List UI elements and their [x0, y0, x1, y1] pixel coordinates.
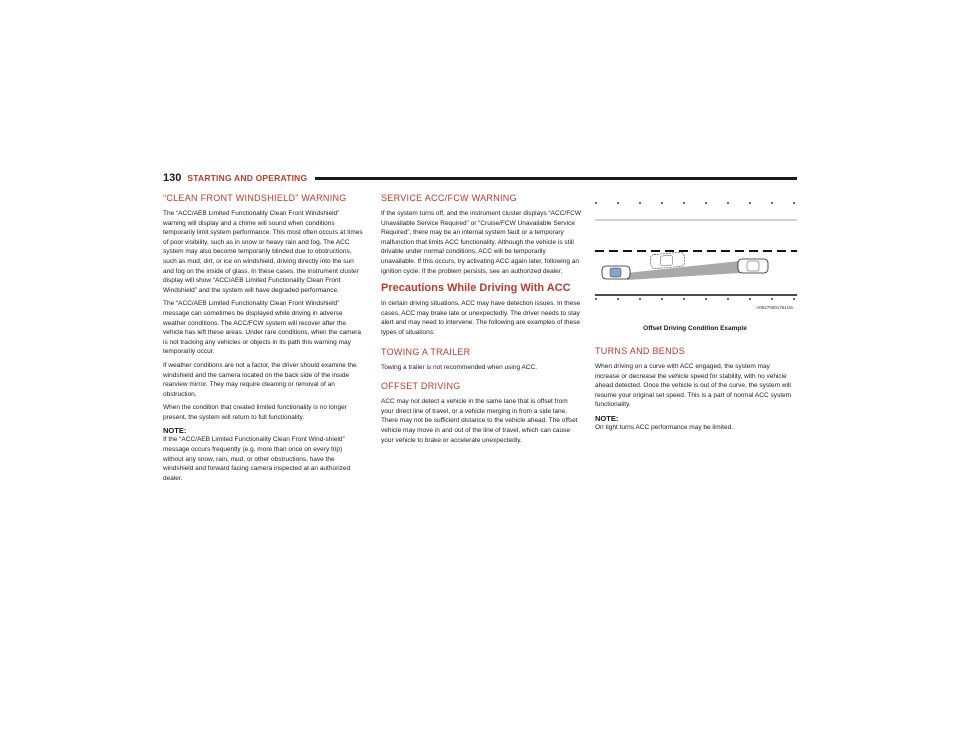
paragraph: ACC may not detect a vehicle in the same lane that is offset from your direct line of travel, or a vehicle merging in from a side lane. There may not be sufficient distance to the vehicle ahead. The offset vehicle may move in and out of the line of travel, which can cause your vehicle to brake or accelerate unexpectedly.	[381, 398, 578, 444]
paragraph: If weather conditions are not a factor, the driver should examine the windshield and the camera located on the back side of the inside rearview mirror. They may require cleaning or removal of an obstruction.	[163, 361, 357, 398]
paragraph: The “ACC/AEB Limited Functionality Clean Front Windshield” warning will display and a chime will sound when conditions temporarily limit system performance. This most often occurs at times of poor visibility, such as in snow or heavy rain and fog. The ACC system may also become temporarily blinded due to obstructions, such as mud, dirt, or ice on windshield, driving directly into the sun and fog on the inside of glass. In these cases, the instrument cluster display will show “ACC/AEB Limited Functionality Clean Front Windshield” and the system will have degraded performance.	[163, 210, 363, 294]
column-right	[595, 193, 795, 437]
merging-vehicle	[650, 252, 685, 269]
offset-vehicle	[738, 259, 768, 273]
figure-caption: Offset Driving Condition Example	[643, 325, 747, 332]
towing-heading: TOWING A TRAILER	[381, 346, 471, 357]
paragraph: When driving on a curve with ACC engaged, the system may increase or decrease the vehicle speed for stability, with no vehicle ahead detected. Once the vehicle is out of the curve, the system will resume your original set speed. This is a part of normal ACC system functionality.	[595, 363, 792, 409]
paragraph: If the system turns off, and the instrument cluster displays “ACC/FCW Unavailable Service Required” or “Cruise/FCW Unavailable Service Required”, there may be an internal system fault or a temporary malfunction that limits ACC functionality. Although the vehicle is still drivable under normal conditions, ACC will be temporarily unavailable. If this occurs, try activating ACC again later, following an ignition cycle. If the problem persists, see an authorized dealer.	[381, 210, 582, 275]
paragraph: Towing a trailer is not recommended when using ACC.	[381, 363, 538, 371]
note-text: On tight turns ACC performance may be limited.	[595, 423, 734, 431]
page-number: 130	[163, 172, 182, 184]
precautions-title: Precautions While Driving With ACC	[381, 282, 571, 295]
offset-driving-illustration	[595, 193, 797, 313]
column-middle	[381, 193, 581, 449]
paragraph: The “ACC/AEB Limited Functionality Clean Front Windshield” message can sometimes be displayed while driving in adverse weather conditions. The ACC/FCW system will recover after the vehicle has left these areas. Under rare conditions, when the camera is not tracking any vehicles or objects in its path this warning may temporarily occur.	[163, 300, 361, 356]
paragraph: When the condition that created limited functionality is no longer present, the system will return to full functionality.	[163, 404, 347, 421]
offset-driving-figure	[595, 193, 797, 315]
note-label: NOTE:	[163, 426, 187, 436]
turns-heading: TURNS AND BENDS	[595, 346, 686, 356]
paragraph: In certain driving situations, ACC may have detection issues. In these cases, ACC may brake late or unexpectedly. The driver needs to stay alert and may need to intervene. The following are examples of these types of situations:	[381, 300, 581, 336]
own-vehicle	[602, 266, 630, 279]
note-text: If the “ACC/AEB Limited Functionality Clean Front Wind-shield” message occurs frequently (e.g. more than once on every trip) without any snow, rain, mud, or other obstructions, have the windshield and forward facing camera inspected at an authorized dealer.	[163, 436, 351, 482]
note-label: NOTE:	[595, 413, 619, 423]
section-name: STARTING AND OPERATING	[187, 173, 308, 183]
page-header	[163, 171, 797, 185]
service-acc-heading: SERVICE ACC/FCW WARNING	[381, 193, 517, 203]
offset-heading: OFFSET DRIVING	[381, 381, 461, 392]
header-rule	[315, 177, 797, 180]
clean-windshield-heading: “CLEAN FRONT WINDSHIELD” WARNING	[163, 193, 347, 203]
figure-code: A06270001761US	[756, 305, 793, 310]
column-left	[163, 193, 363, 487]
